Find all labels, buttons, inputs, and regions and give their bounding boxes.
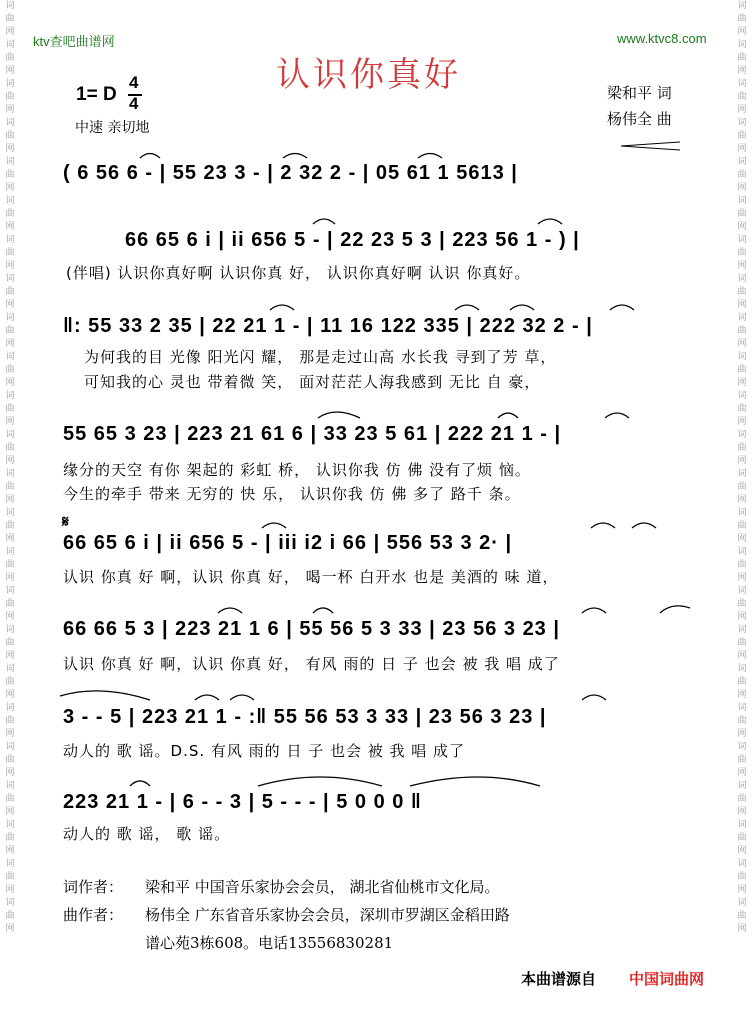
slur-mark [455, 305, 479, 310]
side-watermark-left: 词曲网词曲网词曲网词曲网词曲网词曲网词曲网词曲网词曲网词曲网词曲网词曲网词曲网词曲网词曲网词曲网词曲网词曲网词曲网词曲网词曲网词曲网词曲网词曲网 [5, 1, 15, 934]
slur-mark [130, 781, 150, 786]
slur-mark [610, 305, 634, 310]
tie-mark [660, 606, 690, 613]
slur-mark [591, 523, 615, 528]
tie-mark [258, 777, 382, 786]
lyrics-line-4a: 缘分的天空 有你 架起的 彩虹 桥， 认识你我 仿 佛 没有了烦 恼。 [63, 461, 531, 479]
lyrics-line-3a: 为何我的目 光像 阳光闪 耀， 那是走过山高 水长我 寻到了芳 草， [84, 348, 557, 366]
slur-mark [283, 154, 307, 159]
lyrics-line-6: 认识 你真 好 啊，认识 你真 好， 有风 雨的 日 子 也会 被 我 唱 成了 [63, 655, 560, 673]
slur-mark [270, 305, 294, 310]
slur-mark [605, 413, 629, 418]
lyrics-line-8: 动人的 歌 谣， 歌 谣。 [63, 825, 231, 843]
score-line-6: 66 66 5 3 | 223 21 1 6 | 55 56 5 3 33 | 23 56 3 23 | [63, 618, 560, 640]
lyrics-line-4b: 今生的牵手 带来 无穷的 快 乐， 认识你我 仿 佛 多了 路千 条。 [63, 485, 521, 503]
slur-mark [510, 305, 534, 310]
score-line-5: 66 65 6 i | ii 656 5 - | iii i2 i 66 | 556 53 3 2· | [63, 532, 513, 554]
time-signature-bottom: 4 [129, 94, 139, 113]
slur-mark [538, 219, 562, 224]
score-line-7: 3 - - 5 | 223 21 1 - :‖ 55 56 53 3 33 | 23 56 3 23 | [63, 706, 547, 728]
slur-mark [498, 413, 518, 418]
score-line-8: 223 21 1 - | 6 - - 3 | 5 - - - | 5 0 0 0 ‖ [63, 791, 422, 813]
site-url-right[interactable]: www.ktvc8.com [617, 31, 707, 46]
slur-mark [313, 608, 333, 613]
segno-sign: 𝄋 [62, 512, 69, 531]
footer-composer-info: 杨伟全 广东省音乐家协会会员，深圳市罗湖区金稻田路 [145, 906, 510, 924]
slur-mark [632, 523, 656, 528]
footer-lyricist-info: 梁和平 中国音乐家协会会员， 湖北省仙桃市文化局。 [145, 878, 500, 896]
source-label: 本曲谱源自 [521, 970, 597, 988]
lyricist-credit: 梁和平 词 [607, 84, 672, 102]
footer-lyricist-label: 词作者： [63, 878, 124, 896]
slur-mark [262, 523, 286, 528]
score-line-1: ( 6 56 6 - | 55 23 3 - | 2 32 2 - | 05 61 1 5613 | [63, 162, 518, 184]
slur-mark [140, 154, 160, 159]
tempo-marking: 中速 亲切地 [75, 120, 150, 136]
score-line-3: ‖: 55 33 2 35 | 22 21 1 - | 11 16 122 335 | 222 32 2 - | [63, 315, 593, 337]
lyrics-line-2: (伴唱) 认识你真好啊 认识你真 好， 认识你真好啊 认识 你真好。 [66, 264, 531, 282]
key-signature: 1= D [76, 84, 117, 105]
site-name-left[interactable]: ktv查吧曲谱网 [33, 34, 115, 49]
side-watermark-right: 词曲网词曲网词曲网词曲网词曲网词曲网词曲网词曲网词曲网词曲网词曲网词曲网词曲网词曲网词曲网词曲网词曲网词曲网词曲网词曲网词曲网词曲网词曲网词曲网 [737, 1, 747, 934]
tie-mark [410, 777, 540, 786]
lyrics-line-7: 动人的 歌 谣。D.S. 有风 雨的 日 子 也会 被 我 唱 成了 [63, 742, 466, 760]
slur-mark [230, 695, 254, 700]
lyrics-line-5: 认识 你真 好 啊，认识 你真 好， 喝一杯 白开水 也是 美酒的 味 道， [63, 568, 559, 586]
slur-mark [313, 219, 335, 224]
time-signature-top: 4 [129, 73, 139, 92]
source-site-link[interactable]: 中国词曲网 [629, 970, 705, 988]
slur-mark [582, 695, 606, 700]
lyrics-line-3b: 可知我的心 灵也 带着微 笑， 面对茫茫人海我感到 无比 自 豪， [84, 373, 541, 391]
slur-mark [195, 695, 219, 700]
slur-mark [218, 608, 242, 613]
score-line-4: 55 65 3 23 | 223 21 61 6 | 33 23 5 61 | 222 21 1 - | [63, 423, 562, 445]
composer-credit: 杨伟全 曲 [607, 110, 672, 128]
tie-mark [60, 691, 150, 700]
song-title: 认识你真好 [276, 55, 461, 95]
footer-composer-info-2: 谱心苑3栋608。电话13556830281 [145, 934, 394, 952]
slur-mark [418, 154, 442, 159]
tie-mark [318, 412, 360, 418]
slur-mark [582, 608, 606, 613]
score-line-2: 66 65 6 i | ii 656 5 - | 22 23 5 3 | 223 56 1 - ) | [125, 229, 580, 251]
crescendo-mark [621, 142, 680, 150]
footer-composer-label: 曲作者： [63, 906, 124, 924]
